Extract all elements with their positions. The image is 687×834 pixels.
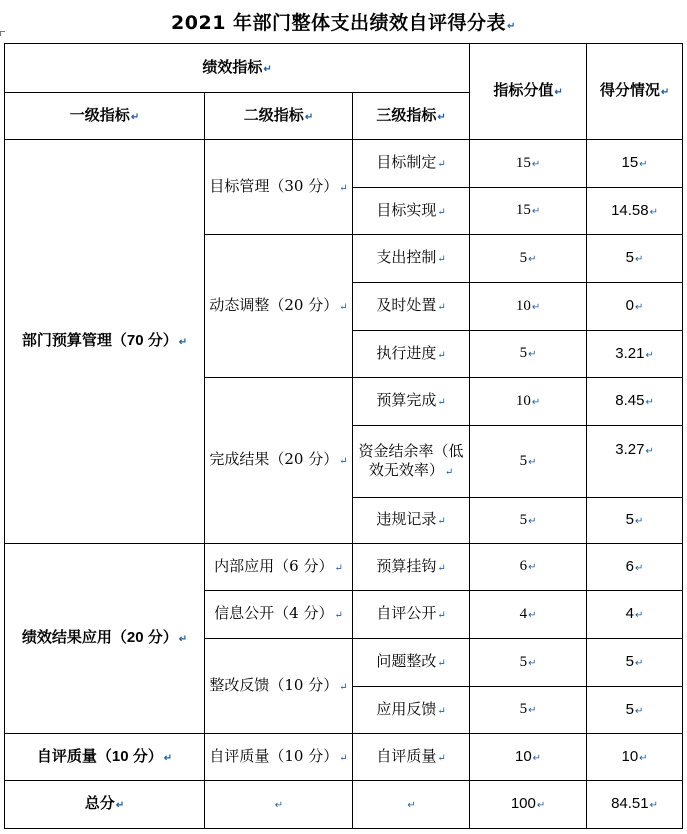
paragraph-mark-icon: ↵ bbox=[437, 752, 446, 764]
paragraph-mark-icon: ↵ bbox=[263, 63, 272, 75]
paragraph-mark-icon: ↵ bbox=[639, 159, 648, 170]
value-target-achieve: 15↵ bbox=[470, 188, 587, 235]
score-violation-record: 5↵ bbox=[587, 498, 683, 544]
paragraph-mark-icon: ↵ bbox=[444, 466, 454, 478]
paragraph-mark-icon: ↵ bbox=[528, 456, 537, 468]
level1-self-quality: 自评质量（10 分）↵ bbox=[5, 734, 205, 781]
paragraph-mark-icon: ↵ bbox=[645, 349, 654, 361]
paragraph-mark-icon: ↵ bbox=[531, 396, 541, 408]
total-value: 100↵ bbox=[470, 781, 587, 829]
paragraph-mark-icon: ↵ bbox=[635, 658, 644, 669]
paragraph-mark-icon: ↵ bbox=[437, 610, 446, 621]
total-row bbox=[5, 781, 683, 829]
value-exec-progress: 5↵ bbox=[470, 331, 587, 378]
value-problem-rectify: 5↵ bbox=[470, 639, 587, 687]
paragraph-mark-icon: ↵ bbox=[178, 634, 188, 645]
total-score: 84.51↵ bbox=[587, 781, 683, 829]
header-level3: 三级指标↵ bbox=[353, 93, 470, 140]
paragraph-mark-icon: ↵ bbox=[649, 800, 658, 811]
header-level1: 一级指标↵ bbox=[5, 93, 205, 140]
paragraph-mark-icon: ↵ bbox=[334, 610, 343, 621]
level3-target-achieve: 目标实现↵ bbox=[353, 188, 470, 235]
paragraph-mark-icon: ↵ bbox=[635, 254, 644, 265]
level2-dynamic-adjust: 动态调整（20 分）↵ bbox=[205, 235, 353, 378]
score-problem-rectify: 5↵ bbox=[587, 639, 683, 687]
paragraph-mark-icon: ↵ bbox=[339, 182, 348, 194]
paragraph-mark-icon: ↵ bbox=[437, 705, 446, 717]
paragraph-mark-icon: ↵ bbox=[635, 562, 644, 574]
score-target-achieve: 14.58↵ bbox=[587, 188, 683, 235]
paragraph-mark-icon: ↵ bbox=[437, 254, 446, 265]
paragraph-mark-icon: ↵ bbox=[437, 159, 446, 170]
score-timely-handle: 0↵ bbox=[587, 283, 683, 331]
paragraph-mark-icon: ↵ bbox=[635, 516, 644, 527]
value-violation-record: 5↵ bbox=[470, 498, 587, 544]
paragraph-mark-icon: ↵ bbox=[437, 302, 446, 313]
paragraph-mark-icon: ↵ bbox=[304, 111, 314, 123]
level3-budget-complete: 预算完成↵ bbox=[353, 378, 470, 426]
score-budget-complete: 8.45↵ bbox=[587, 378, 683, 426]
table-title: 2021 年部门整体支出绩效自评得分表↵ bbox=[171, 12, 516, 34]
level3-budget-link: 预算挂钩↵ bbox=[353, 544, 470, 591]
score-exec-progress: 3.21↵ bbox=[587, 331, 683, 378]
value-expense-control: 5↵ bbox=[470, 235, 587, 283]
total-empty-level2 bbox=[205, 781, 353, 829]
paragraph-mark-icon: ↵ bbox=[554, 87, 563, 98]
paragraph-mark-icon: ↵ bbox=[339, 681, 348, 693]
total-label: 总分↵ bbox=[5, 781, 205, 829]
paragraph-mark-icon: ↵ bbox=[639, 752, 648, 764]
level2-internal-app: 内部应用（6 分）↵ bbox=[205, 544, 353, 591]
score-self-eval-public: 4↵ bbox=[587, 591, 683, 639]
paragraph-mark-icon: ↵ bbox=[437, 658, 446, 669]
paragraph-mark-icon: ↵ bbox=[115, 800, 125, 811]
value-self-eval-public: 4↵ bbox=[470, 591, 587, 639]
score-self-quality: 10↵ bbox=[587, 734, 683, 781]
paragraph-mark-icon: ↵ bbox=[531, 158, 541, 170]
level2-complete-result: 完成结果（20 分）↵ bbox=[205, 378, 353, 544]
level3-fund-balance: 资金结余率（低效无效率）↵ bbox=[353, 426, 470, 498]
paragraph-mark-icon: ↵ bbox=[437, 206, 446, 218]
paragraph-mark-icon: ↵ bbox=[531, 301, 541, 313]
paragraph-mark-icon: ↵ bbox=[528, 657, 537, 669]
value-fund-balance: 5↵ bbox=[470, 426, 587, 498]
level3-self-quality: 自评质量↵ bbox=[353, 734, 470, 781]
level3-app-feedback: 应用反馈↵ bbox=[353, 687, 470, 734]
table-row bbox=[5, 140, 683, 188]
score-app-feedback: 5↵ bbox=[587, 687, 683, 734]
paragraph-mark-icon: ↵ bbox=[437, 349, 446, 361]
level3-timely-handle: 及时处置↵ bbox=[353, 283, 470, 331]
paragraph-mark-icon: ↵ bbox=[507, 21, 516, 32]
level2-target-mgmt: 目标管理（30 分）↵ bbox=[205, 140, 353, 235]
paragraph-mark-icon: ↵ bbox=[339, 456, 348, 467]
paragraph-mark-icon: ↵ bbox=[334, 562, 343, 574]
paragraph-mark-icon: ↵ bbox=[339, 301, 348, 313]
paragraph-mark-icon: ↵ bbox=[649, 206, 658, 218]
score-budget-link: 6↵ bbox=[587, 544, 683, 591]
header-level2: 二级指标↵ bbox=[205, 93, 353, 140]
level2-rectify-feedback: 整改反馈（10 分）↵ bbox=[205, 639, 353, 734]
paragraph-mark-icon: ↵ bbox=[339, 752, 348, 764]
value-self-quality: 10↵ bbox=[470, 734, 587, 781]
paragraph-mark-icon: ↵ bbox=[528, 562, 537, 573]
paragraph-mark-icon: ↵ bbox=[635, 302, 644, 313]
paragraph-mark-icon: ↵ bbox=[437, 397, 446, 408]
paragraph-mark-icon: ↵ bbox=[528, 349, 537, 360]
level3-exec-progress: 执行进度↵ bbox=[353, 331, 470, 378]
page-corner-mark bbox=[0, 31, 5, 36]
paragraph-mark-icon: ↵ bbox=[274, 800, 284, 811]
table-row bbox=[5, 734, 683, 781]
paragraph-mark-icon: ↵ bbox=[528, 253, 537, 265]
value-target-set: 15↵ bbox=[470, 140, 587, 188]
paragraph-mark-icon: ↵ bbox=[437, 516, 446, 527]
paragraph-mark-icon: ↵ bbox=[163, 752, 173, 764]
paragraph-mark-icon: ↵ bbox=[407, 800, 416, 811]
paragraph-mark-icon: ↵ bbox=[532, 752, 542, 764]
level3-problem-rectify: 问题整改↵ bbox=[353, 639, 470, 687]
paragraph-mark-icon: ↵ bbox=[536, 800, 546, 811]
level1-perf-application: 绩效结果应用（20 分）↵ bbox=[5, 544, 205, 734]
paragraph-mark-icon: ↵ bbox=[645, 397, 654, 408]
paragraph-mark-icon: ↵ bbox=[660, 87, 670, 98]
paragraph-mark-icon: ↵ bbox=[437, 562, 446, 574]
header-score-value: 指标分值↵ bbox=[470, 44, 587, 140]
level2-info-public: 信息公开（4 分）↵ bbox=[205, 591, 353, 639]
score-expense-control: 5↵ bbox=[587, 235, 683, 283]
value-app-feedback: 5↵ bbox=[470, 687, 587, 734]
level1-budget-mgmt: 部门预算管理（70 分）↵ bbox=[5, 140, 205, 544]
paragraph-mark-icon: ↵ bbox=[635, 610, 644, 621]
paragraph-mark-icon: ↵ bbox=[635, 705, 644, 717]
value-budget-complete: 10↵ bbox=[470, 378, 587, 426]
paragraph-mark-icon: ↵ bbox=[528, 609, 537, 621]
level3-violation-record: 违规记录↵ bbox=[353, 498, 470, 544]
level3-expense-control: 支出控制↵ bbox=[353, 235, 470, 283]
score-target-set: 15↵ bbox=[587, 140, 683, 188]
header-score-result: 得分情况↵ bbox=[587, 44, 683, 140]
level3-target-set: 目标制定↵ bbox=[353, 140, 470, 188]
paragraph-mark-icon: ↵ bbox=[528, 705, 537, 716]
paragraph-mark-icon: ↵ bbox=[130, 111, 140, 123]
total-empty-level3 bbox=[353, 781, 470, 829]
paragraph-mark-icon: ↵ bbox=[531, 206, 541, 217]
score-table bbox=[4, 43, 683, 829]
value-budget-link: 6↵ bbox=[470, 544, 587, 591]
paragraph-mark-icon: ↵ bbox=[645, 446, 654, 457]
value-timely-handle: 10↵ bbox=[470, 283, 587, 331]
header-row-1 bbox=[5, 44, 683, 93]
score-fund-balance: 3.27↵ bbox=[587, 426, 683, 498]
paragraph-mark-icon: ↵ bbox=[437, 111, 446, 123]
header-perf-indicator: 绩效指标↵ bbox=[5, 44, 470, 93]
paragraph-mark-icon: ↵ bbox=[178, 337, 188, 348]
table-row bbox=[5, 544, 683, 591]
level3-self-eval-public: 自评公开↵ bbox=[353, 591, 470, 639]
level2-self-quality: 自评质量（10 分）↵ bbox=[205, 734, 353, 781]
paragraph-mark-icon: ↵ bbox=[528, 515, 537, 527]
